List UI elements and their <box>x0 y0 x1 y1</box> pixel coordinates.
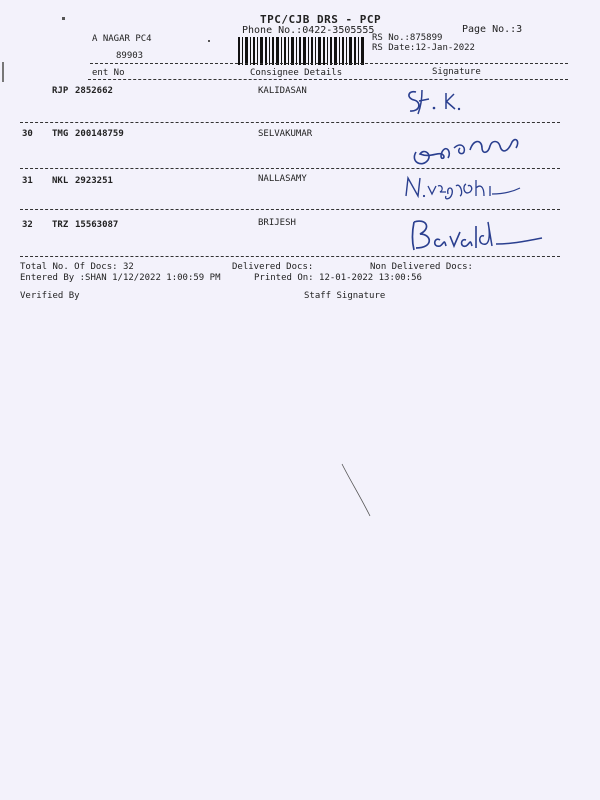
consignee-name: KALIDASAN <box>258 86 307 96</box>
doc-prefix: TMG <box>52 129 69 139</box>
report-title: TPC/CJB DRS - PCP <box>260 13 382 26</box>
consignee-name: NALLASAMY <box>258 174 307 184</box>
rs-number: RS No.:875899 <box>372 33 443 43</box>
barcode-image <box>238 37 364 65</box>
branch-name: A NAGAR PC4 <box>92 34 152 44</box>
signature-image <box>408 132 524 172</box>
doc-number: 15563087 <box>75 220 119 230</box>
row-serial: 30 <box>22 129 33 139</box>
doc-number: 2923251 <box>75 176 113 186</box>
consignee-name: BRIJESH <box>258 218 296 228</box>
column-header-signature: Signature <box>432 67 481 77</box>
header-top-rule <box>90 63 568 64</box>
total-docs: Total No. Of Docs: 32 <box>20 262 134 272</box>
row-divider <box>20 122 560 123</box>
phone-number: Phone No.:0422-3505555 <box>242 25 375 36</box>
printed-on: Printed On: 12-01-2022 13:00:56 <box>254 273 422 283</box>
signature-image <box>404 172 524 202</box>
staff-signature-label: Staff Signature <box>304 291 386 301</box>
rs-date: RS Date:12-Jan-2022 <box>372 43 475 53</box>
scan-edge-mark <box>2 62 4 82</box>
scan-speck <box>208 40 210 42</box>
doc-number: 2852662 <box>75 86 113 96</box>
page-number: Page No.:3 <box>462 24 523 35</box>
doc-prefix: RJP <box>52 86 69 96</box>
table-bottom-rule <box>20 256 560 257</box>
row-serial: 32 <box>22 220 33 230</box>
signature-image <box>402 214 548 256</box>
doc-prefix: NKL <box>52 176 69 186</box>
signature-image <box>392 84 472 118</box>
doc-prefix: TRZ <box>52 220 69 230</box>
scan-speck <box>62 17 65 20</box>
row-divider <box>20 168 560 169</box>
header-bottom-rule <box>88 79 568 80</box>
delivered-docs: Delivered Docs: <box>232 262 314 272</box>
verified-by-label: Verified By <box>20 291 80 301</box>
row-serial: 31 <box>22 176 33 186</box>
row-divider <box>20 209 560 210</box>
non-delivered-docs: Non Delivered Docs: <box>370 262 473 272</box>
scan-pen-stroke <box>340 462 374 520</box>
entered-by: Entered By :SHAN 1/12/2022 1:00:59 PM <box>20 273 221 283</box>
consignee-name: SELVAKUMAR <box>258 129 313 139</box>
doc-number: 200148759 <box>75 129 124 139</box>
branch-code: 89903 <box>116 51 144 61</box>
column-header-consignee: Consignee Details <box>250 68 343 78</box>
column-header-document: ent No <box>92 68 125 78</box>
